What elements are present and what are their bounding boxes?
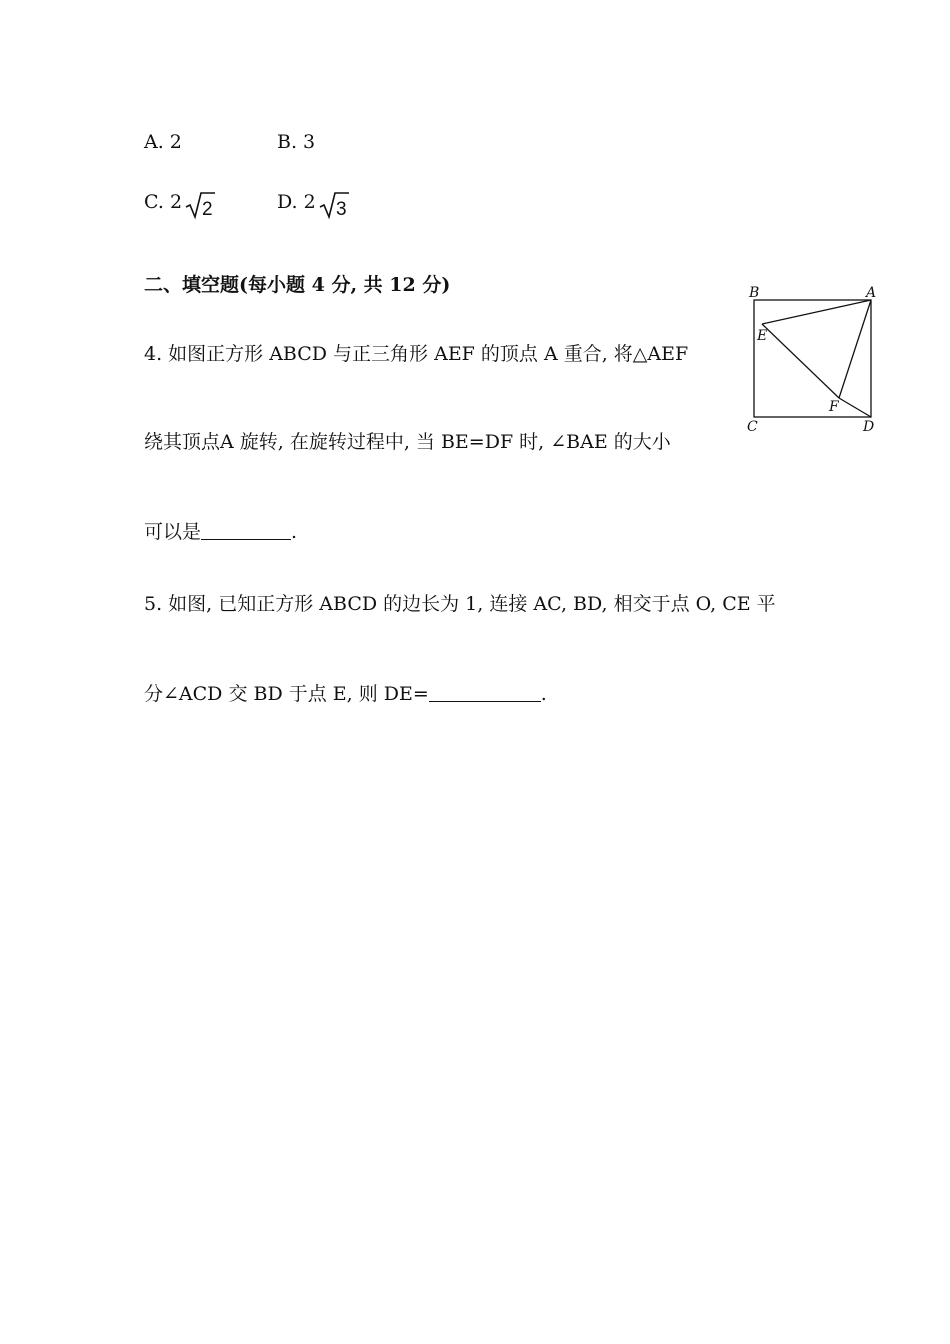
choice-c-prefix: C. 2 — [144, 191, 183, 213]
sqrt-symbol — [318, 190, 350, 220]
choice-b: B. 3 — [277, 131, 316, 153]
choice-a: A. 2 — [144, 131, 182, 153]
label-a: A — [866, 285, 877, 301]
q5-line-2-text: 分∠ACD 交 BD 于点 E, 则 DE= — [144, 683, 429, 705]
segment-af — [839, 300, 871, 398]
choice-d — [277, 190, 350, 220]
label-e: E — [757, 328, 768, 344]
choice-c-radicand: 2 — [202, 199, 213, 220]
q4-line-3-text: 可以是 — [144, 521, 202, 543]
choice-d-prefix: D. 2 — [277, 191, 316, 213]
label-d: D — [863, 419, 875, 435]
choice-d-radicand: 3 — [335, 199, 347, 220]
square-abcd — [754, 300, 871, 417]
segment-ae — [762, 300, 871, 324]
q4-line-2: 绕其顶点A 旋转, 在旋转过程中, 当 BE=DF 时, ∠BAE 的大小 — [144, 431, 671, 453]
q4-answer-blank[interactable] — [201, 521, 291, 540]
choice-c — [144, 190, 216, 220]
label-b: B — [749, 285, 760, 301]
q5-line-2 — [144, 682, 547, 706]
q5-line-1: 5. 如图, 已知正方形 ABCD 的边长为 1, 连接 AC, BD, 相交于点 O, CE 平 — [144, 593, 776, 615]
segment-fd — [839, 398, 871, 417]
label-c: C — [747, 419, 758, 435]
q4-line-3-end: . — [291, 521, 298, 543]
geometry-figure — [740, 284, 880, 440]
label-f: F — [829, 399, 839, 415]
q4-line-3 — [144, 520, 297, 544]
section-heading: 二、填空题(每小题 4 分, 共 12 分) — [144, 274, 451, 296]
q4-line-1: 4. 如图正方形 ABCD 与正三角形 AEF 的顶点 A 重合, 将△AEF — [144, 343, 689, 365]
sqrt-symbol — [184, 190, 216, 220]
segment-ef — [762, 324, 839, 398]
q5-line-2-end: . — [540, 683, 547, 705]
q5-answer-blank[interactable] — [429, 683, 541, 702]
